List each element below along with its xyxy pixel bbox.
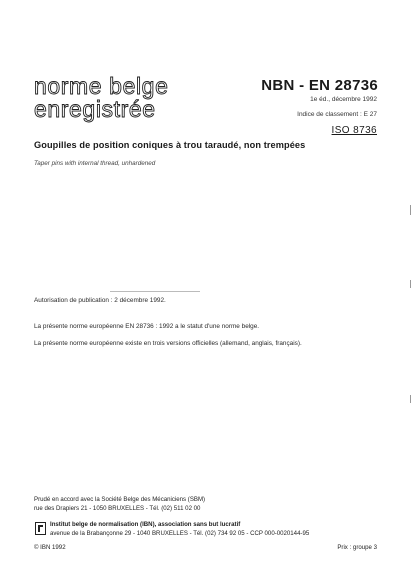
ibn-logo <box>35 522 46 535</box>
scan-edge-mark <box>410 280 411 288</box>
scan-edge-mark <box>410 395 411 403</box>
versions-paragraph: La présente norme européenne existe en trois versions officielles (allemand, anglais, français). <box>34 340 302 347</box>
price-group: Prix : groupe 3 <box>337 544 377 551</box>
classification-index: Indice de classement : E 27 <box>297 111 377 118</box>
scan-dots <box>110 291 200 292</box>
edition-date: 1e éd., décembre 1992 <box>310 96 377 103</box>
standard-number: NBN - EN 28736 <box>261 77 378 94</box>
scan-edge-mark <box>410 205 411 215</box>
ibn-address: avenue de la Brabançonne 29 - 1040 BRUXELLES - Tél. (02) 734 92 05 - CCP 000-0020144-95 <box>50 530 310 537</box>
publication-authorization: Autorisation de publication : 2 décembre 1992. <box>34 297 166 304</box>
iso-reference: ISO 8736 <box>331 125 377 136</box>
ibn-name: Institut belge de normalisation (IBN), association sans but lucratif <box>50 521 241 528</box>
status-paragraph: La présente norme européenne EN 28736 : 1992 a le statut d'une norme belge. <box>34 323 260 330</box>
document-subtitle: Taper pins with internal thread, unhardened <box>34 160 156 167</box>
sbm-address: rue des Drapiers 21 - 1050 BRUXELLES - Tél. (02) 511 02 00 <box>34 505 201 512</box>
prepared-by-text: Prudé en accord avec la Société Belge des Mécaniciens (SBM) <box>34 496 206 503</box>
brand-line-1: norme belge <box>34 73 169 99</box>
copyright-notice: © IBN 1992 <box>34 544 66 551</box>
brand-line-2: enregistrée <box>34 96 156 122</box>
document-title: Goupilles de position coniques à trou taraudé, non trempées <box>34 140 306 150</box>
